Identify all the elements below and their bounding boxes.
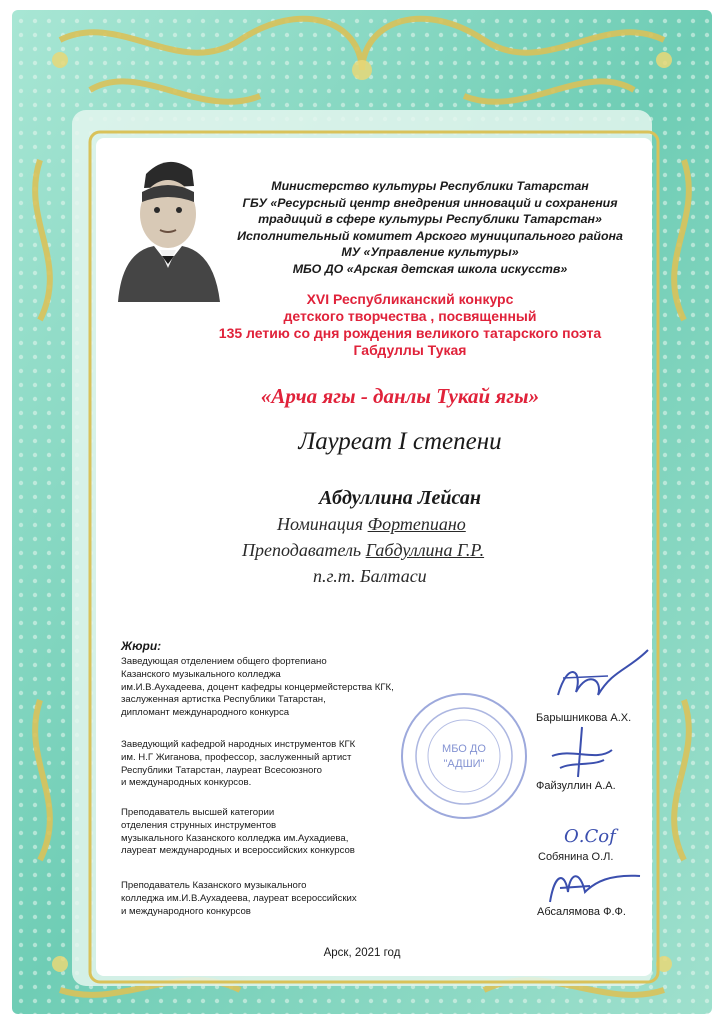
jury-line: лауреат международных и всероссийских конкурсов (121, 845, 355, 857)
signer-name: Барышникова А.Х. (536, 712, 632, 724)
teacher-row (242, 540, 484, 561)
jury-line: музыкального Казанского колледжа им.Аухадиева, (121, 832, 349, 844)
header-line: Исполнительный комитет Арского муниципального района (237, 228, 623, 243)
signature-initials: О.Соf (564, 826, 616, 847)
header-line: ГБУ «Ресурсный центр внедрения инноваций и сохранения (242, 195, 618, 210)
jury-line: Преподаватель высшей категории (121, 807, 275, 818)
header-line: МУ «Управление культуры» (341, 245, 519, 260)
jury-line: отделения струнных инструментов (121, 819, 277, 831)
contest-motto: «Арча ягы - данлы Тукай ягы» (260, 384, 540, 408)
header-line: Министерство культуры Республики Татарстан (271, 179, 589, 193)
contest-line: детского творчества , посвященный (283, 308, 537, 324)
school-stamp (398, 690, 530, 822)
jury-member (121, 739, 431, 790)
signature-absal (540, 862, 650, 912)
jury-line: и международных конкурсов. (121, 777, 252, 789)
header-line: МБО ДО «Арская детская школа искусств» (292, 261, 568, 276)
jury-member (121, 880, 431, 918)
jury-line: дипломант международного конкурса (121, 707, 290, 719)
nomination-value: Фортепиано (367, 514, 466, 534)
stamp-text: "АДШИ" (443, 758, 485, 770)
jury-line: им. Н.Г Жиганова, профессор, заслуженный артист (121, 751, 352, 763)
jury-line: Заведующий кафедрой народных инструментов КГК (121, 739, 356, 750)
jury-line: и международного конкурсов (121, 905, 251, 917)
nomination-label: Номинация (277, 514, 364, 534)
signature-barysh (548, 640, 658, 710)
jury-title: Жюри: (121, 639, 162, 653)
contest-line: 135 летию со дня рождения великого татарского поэта (218, 325, 602, 341)
jury-line: Заведующая отделением общего фортепиано (121, 656, 327, 667)
contest-line: XVI Республиканский конкурс (306, 291, 514, 307)
signer-name: Файзуллин А.А. (536, 780, 616, 792)
organizer-header (205, 178, 655, 278)
contest-line: Габдуллы Тукая (353, 342, 467, 358)
contest-title (160, 291, 660, 359)
teacher-value: Габдуллина Г.Р. (365, 540, 485, 560)
nomination-row (277, 514, 466, 535)
header-line: традиций в сфере культуры Республики Татарстан» (258, 212, 602, 227)
signer-name: Абсалямова Ф.Ф. (537, 906, 626, 918)
place-date: Арск, 2021 год (323, 947, 401, 959)
jury-line: колледжа им.И.В.Аухадеева, лауреат всероссийских (121, 892, 357, 904)
award-degree: Лауреат I степени (298, 428, 502, 455)
locality: п.г.т. Балтаси (313, 566, 427, 586)
jury-line: Преподаватель Казанского музыкального (121, 880, 307, 891)
signer-name: Собянина О.Л. (538, 851, 614, 863)
stamp-text: МБО ДО (442, 743, 486, 755)
jury-line: Казанского музыкального колледжа (121, 668, 281, 680)
recipient-name: Абдуллина Лейсан (319, 487, 481, 509)
jury-member (121, 656, 431, 720)
jury-line: им.И.В.Аухадеева, доцент кафедры концермейстерства КГК, (121, 681, 394, 693)
jury-member (121, 807, 431, 858)
jury-line: Республики Татарстан, лауреат Всесоюзного (121, 764, 323, 776)
signature-fayzul (542, 722, 622, 782)
jury-line: заслуженная артистка Республики Татарстан, (121, 694, 326, 706)
teacher-label: Преподаватель (242, 540, 362, 560)
